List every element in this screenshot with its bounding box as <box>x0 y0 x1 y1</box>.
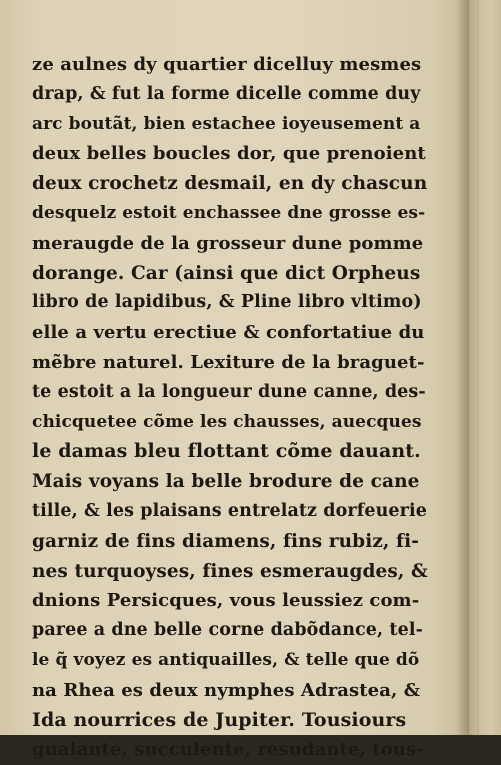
text-line: elle a vertu erectiue & confortatiue du <box>32 322 425 344</box>
text-line: arc boutãt, bien estachee ioyeusement a <box>32 113 421 134</box>
text-line: mẽbre naturel. Lexiture de la braguet- <box>32 351 425 373</box>
text-line: drap, & fut la forme dicelle comme duy <box>32 83 421 104</box>
text-line: Mais voyans la belle brodure de cane <box>32 471 420 493</box>
text-line: desquelz estoit enchassee dne grosse es- <box>32 202 426 223</box>
text-line: meraugde de la grosseur dune pomme <box>32 232 424 254</box>
gutter-fold <box>477 0 479 735</box>
text-line: chicquetee cõme les chausses, auecques <box>32 411 422 432</box>
text-line: deux belles boucles dor, que prenoient <box>32 143 426 165</box>
text-line: Ida nourrices de Jupiter. Tousiours <box>32 708 407 731</box>
text-line: dorange. Car (ainsi que dict Orpheus <box>32 262 421 284</box>
text-line: ze aulnes dy quartier dicelluy mesmes <box>32 54 422 75</box>
text-block <box>32 50 428 765</box>
text-line: deux crochetz desmail, en dy chascun <box>32 173 428 195</box>
text-line: te estoit a la longueur dune canne, des- <box>32 381 426 402</box>
text-line: garniz de fins diamens, fins rubiz, fi- <box>32 530 419 552</box>
text-line: le q̃ voyez es antiquailles, & telle que dõ <box>32 649 420 670</box>
text-line: dnions Persicques, vous leussiez com- <box>32 590 420 612</box>
text-line: paree a dne belle corne dabõdance, tel- <box>32 620 423 641</box>
text-line: gualante, succulente, resudante, tous- <box>32 739 424 761</box>
page-edge-shadow <box>456 0 468 735</box>
text-line: le damas bleu flottant cõme dauant. <box>32 440 421 463</box>
text-line: nes turquoyses, fines esmeraugdes, & <box>32 560 428 582</box>
text-line: libro de lapidibus, & Pline libro vltimo) <box>32 292 422 313</box>
text-line: na Rhea es deux nymphes Adrastea, & <box>32 679 421 701</box>
text-line: tille, & les plaisans entrelatz dorfeuerie <box>32 500 427 521</box>
book-gutter <box>468 0 501 735</box>
